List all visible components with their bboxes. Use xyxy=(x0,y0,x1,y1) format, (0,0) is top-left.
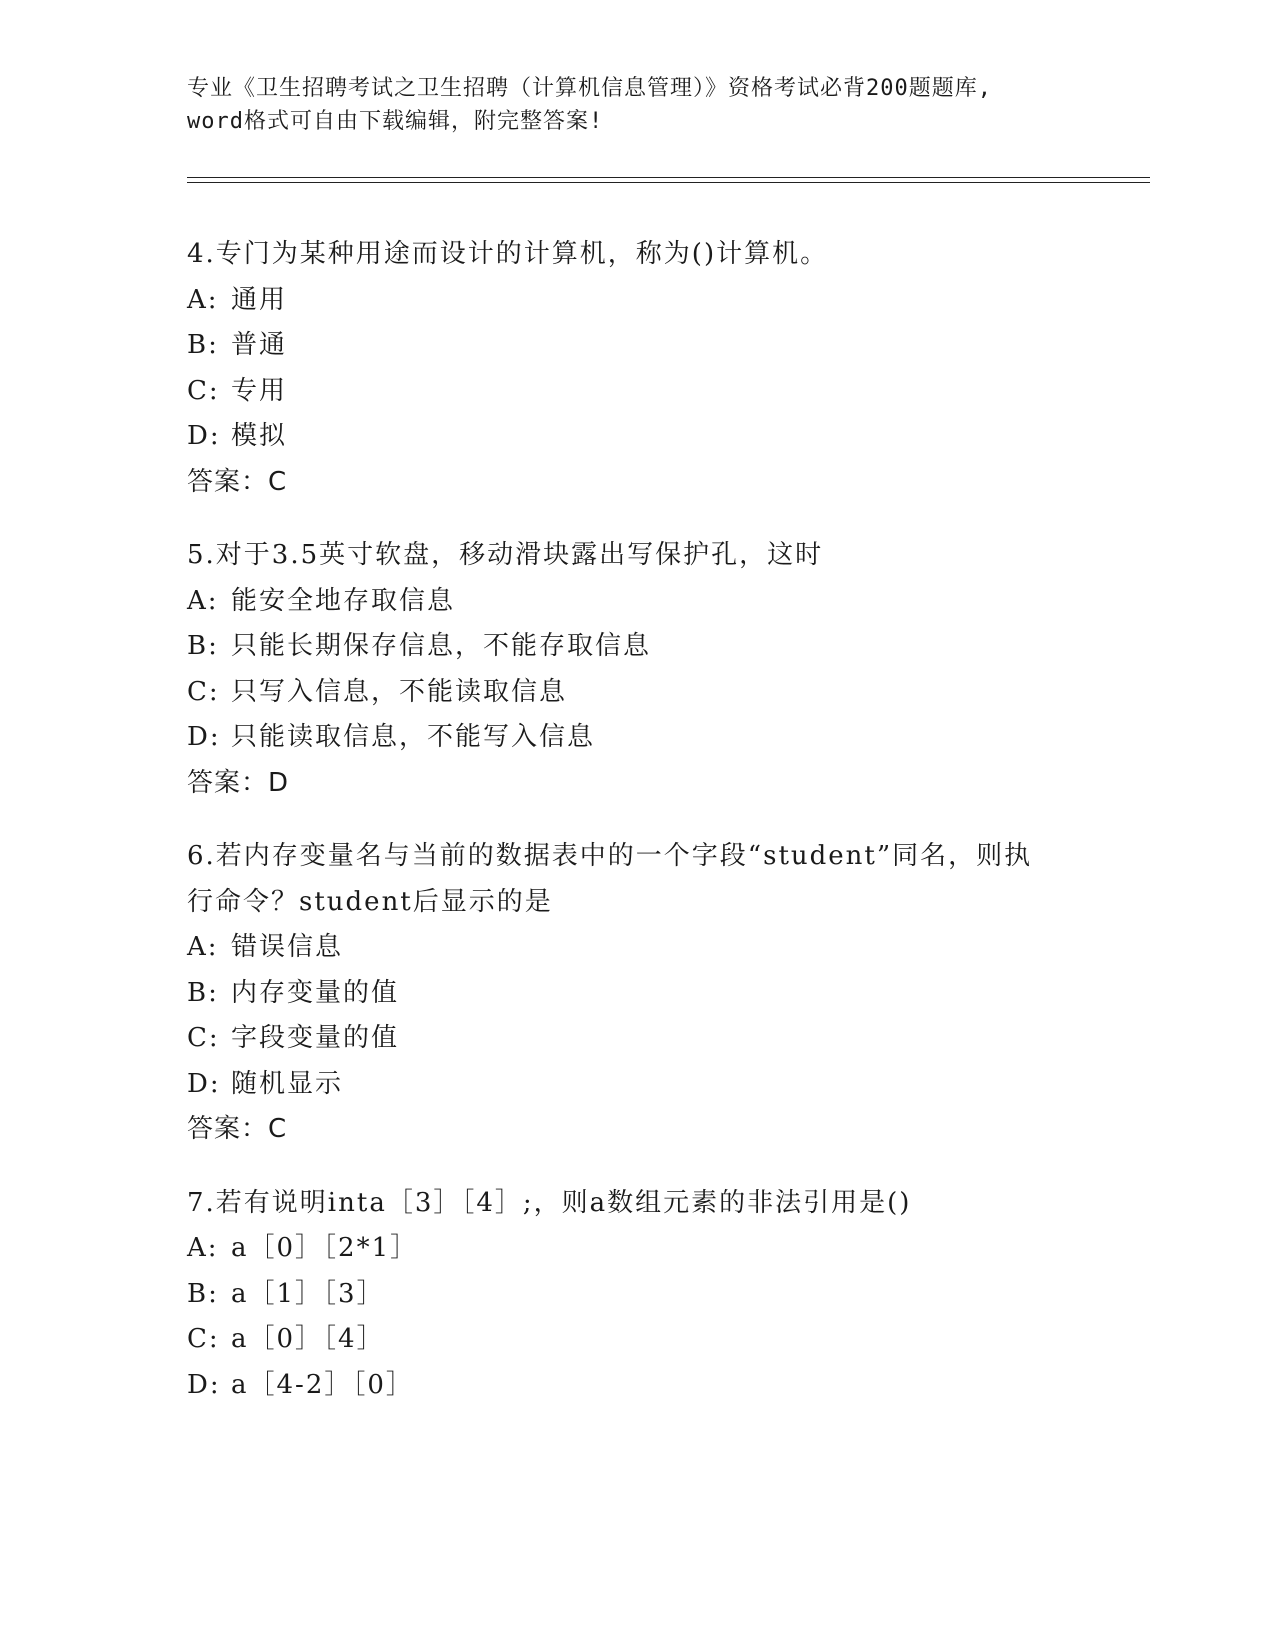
option-letter: B: xyxy=(187,631,219,661)
option-letter: C: xyxy=(187,676,220,707)
option-letter: B: xyxy=(187,977,219,1008)
header-divider xyxy=(187,177,1150,183)
option-text: 错误信息 xyxy=(231,932,344,962)
option-a xyxy=(187,1226,1117,1272)
question-stem xyxy=(187,1181,1117,1227)
option-b xyxy=(187,323,1117,369)
answer-line: 答案：C xyxy=(187,466,288,497)
answer-line: 答案：C xyxy=(187,1114,288,1144)
stem-line: 7.若有说明inta［3］［4］;，则a数组元素的非法引用是() xyxy=(187,1187,912,1218)
option-d xyxy=(187,1363,1117,1409)
option-text: 通用 xyxy=(231,284,288,315)
option-text: 只能读取信息，不能写入信息 xyxy=(231,722,596,752)
option-text: a［4-2］［0］ xyxy=(231,1369,414,1400)
header-line-1: 专业《卫生招聘考试之卫生招聘（计算机信息管理）》资格考试必背200题题库, xyxy=(187,76,992,101)
option-text: 模拟 xyxy=(231,421,288,451)
option-a xyxy=(187,925,1117,971)
option-letter: D: xyxy=(187,1369,221,1400)
option-letter: D: xyxy=(187,1068,221,1099)
option-letter: B: xyxy=(187,1278,219,1309)
answer-line: 答案：D xyxy=(187,767,290,798)
option-letter: A: xyxy=(187,1233,219,1263)
option-letter: B: xyxy=(187,330,219,360)
header-line-2: word格式可自由下载编辑，附完整答案! xyxy=(187,109,604,134)
question-stem xyxy=(187,834,1117,925)
option-letter: D: xyxy=(187,722,221,752)
option-c xyxy=(187,1016,1117,1062)
option-text: a［0］［4］ xyxy=(231,1324,385,1354)
stem-line: 4.专门为某种用途而设计的计算机，称为()计算机。 xyxy=(187,239,829,269)
option-text: a［1］［3］ xyxy=(231,1278,385,1309)
question-list xyxy=(187,232,1117,1436)
option-c xyxy=(187,1317,1117,1363)
document-header xyxy=(187,72,1087,138)
option-b xyxy=(187,971,1117,1017)
question-stem xyxy=(187,232,1117,278)
stem-line: 5.对于3.5英寸软盘，移动滑块露出写保护孔，这时 xyxy=(187,540,824,570)
option-letter: C: xyxy=(187,1324,220,1354)
option-letter: C: xyxy=(187,375,220,406)
option-d xyxy=(187,1062,1117,1108)
option-text: 专用 xyxy=(231,375,288,406)
stem-line: 6.若内存变量名与当前的数据表中的一个字段“student”同名，则执 xyxy=(187,841,1033,871)
option-letter: D: xyxy=(187,421,221,451)
option-c xyxy=(187,369,1117,415)
question-7 xyxy=(187,1181,1117,1409)
option-d xyxy=(187,715,1117,761)
option-text: a［0］［2*1］ xyxy=(231,1233,419,1263)
question-4 xyxy=(187,232,1117,505)
option-a xyxy=(187,579,1117,625)
option-text: 内存变量的值 xyxy=(231,977,400,1008)
option-text: 字段变量的值 xyxy=(231,1023,400,1053)
option-b xyxy=(187,1272,1117,1318)
option-text: 随机显示 xyxy=(231,1068,344,1099)
option-text: 只能长期保存信息，不能存取信息 xyxy=(231,631,652,661)
option-letter: C: xyxy=(187,1023,220,1053)
option-text: 能安全地存取信息 xyxy=(231,585,456,616)
option-text: 普通 xyxy=(231,330,288,360)
option-letter: A: xyxy=(187,932,219,962)
stem-line: 行命令？student后显示的是 xyxy=(187,886,553,917)
option-text: 只写入信息，不能读取信息 xyxy=(231,676,568,707)
option-d xyxy=(187,414,1117,460)
question-6 xyxy=(187,834,1117,1153)
option-letter: A: xyxy=(187,585,219,616)
option-b xyxy=(187,624,1117,670)
option-c xyxy=(187,670,1117,716)
option-a xyxy=(187,278,1117,324)
question-5 xyxy=(187,533,1117,806)
option-letter: A: xyxy=(187,284,219,315)
question-stem xyxy=(187,533,1117,579)
